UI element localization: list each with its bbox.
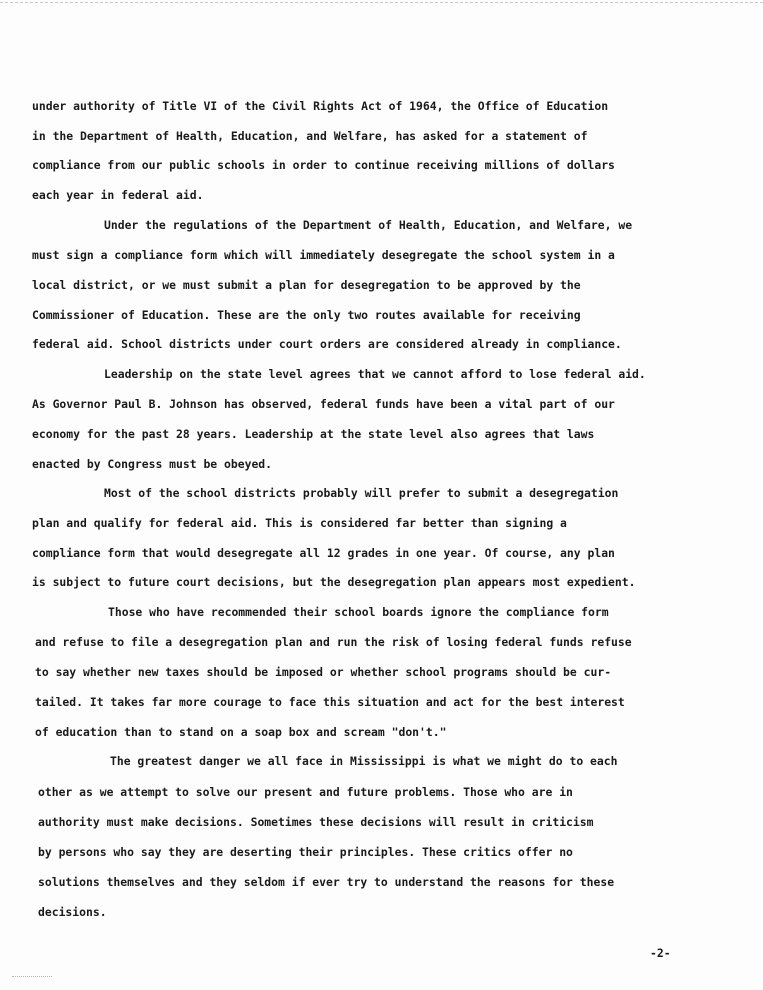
text-line: plan and qualify for federal aid. This is considered far better than signing a <box>32 516 567 530</box>
text-line: federal aid. School districts under court orders are considered already in compliance. <box>32 337 622 351</box>
text-line: decisions. <box>38 905 107 919</box>
text-line: by persons who say they are deserting their principles. These critics offer no <box>38 845 573 859</box>
text-line: compliance form that would desegregate all 12 grades in one year. Of course, any plan <box>32 546 615 560</box>
text-line: The greatest danger we all face in Mississippi is what we might do to each <box>110 754 618 768</box>
text-line: under authority of Title VI of the Civil Rights Act of 1964, the Office of Education <box>32 99 609 113</box>
text-line: of education than to stand on a soap box and scream "don't." <box>35 725 447 739</box>
text-line: solutions themselves and they seldom if ever try to understand the reasons for these <box>38 875 615 889</box>
text-line: to say whether new taxes should be imposed or whether school programs should be cur- <box>35 665 612 679</box>
text-line: authority must make decisions. Sometimes these decisions will result in criticism <box>38 815 594 829</box>
text-line: each year in federal aid. <box>32 188 204 202</box>
text-line: other as we attempt to solve our present and future problems. Those who are in <box>38 785 573 799</box>
text-line: Most of the school districts probably will prefer to submit a desegregation <box>104 486 619 500</box>
text-line: tailed. It takes far more courage to face this situation and act for the best interest <box>35 695 625 709</box>
text-line: As Governor Paul B. Johnson has observed, federal funds have been a vital part of our <box>32 397 615 411</box>
text-line: economy for the past 28 years. Leadership at the state level also agrees that laws <box>32 427 595 441</box>
text-line: enacted by Congress must be obeyed. <box>32 457 273 471</box>
text-line: local district, or we must submit a plan for desegregation to be approved by the <box>32 278 581 292</box>
text-line: in the Department of Health, Education, and Welfare, has asked for a statement of <box>32 129 588 143</box>
text-line: compliance from our public schools in order to continue receiving millions of dollars <box>32 158 615 172</box>
top-edge-rule <box>0 2 763 3</box>
scan-mark <box>12 976 52 977</box>
text-line: Those who have recommended their school boards ignore the compliance form <box>108 605 609 619</box>
text-line: Leadership on the state level agrees that we cannot afford to lose federal aid. <box>104 367 646 381</box>
text-line: must sign a compliance form which will immediately desegregate the school system in a <box>32 248 615 262</box>
page-number: -2- <box>650 946 671 960</box>
text-line: Commissioner of Education. These are the only two routes available for receiving <box>32 308 581 322</box>
text-line: Under the regulations of the Department of Health, Education, and Welfare, we <box>104 218 633 232</box>
text-line: and refuse to file a desegregation plan and run the risk of losing federal funds refuse <box>35 635 632 649</box>
text-line: is subject to future court decisions, but the desegregation plan appears most expedient. <box>32 575 636 589</box>
